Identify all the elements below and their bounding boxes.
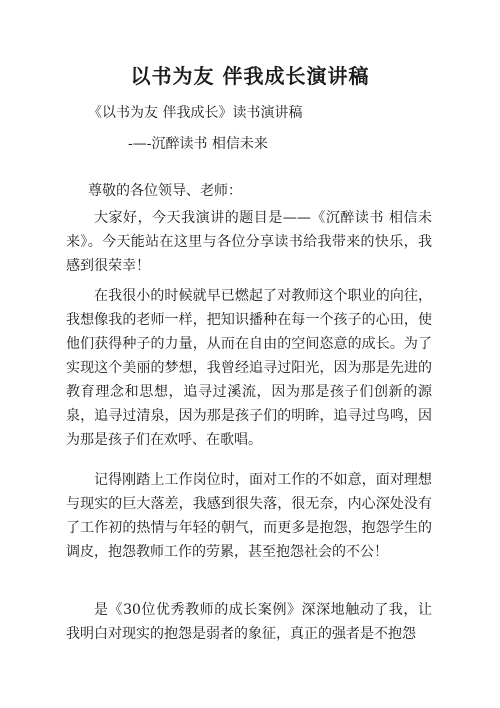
salutation: 尊敬的各位领导、老师： [88, 183, 242, 199]
document-tagline: -—-沉醉读书 相信未来 [128, 136, 268, 152]
document-subtitle: 《以书为友 伴我成长》读书演讲稿 [88, 105, 303, 121]
paragraph-4: 是《30位优秀教师的成长案例》深深地触动了我，让我明白对现实的抱怨是弱者的象征，真正的强者是不抱怨 [66, 602, 432, 642]
paragraph-3: 记得刚踏上工作岗位时，面对工作的不如意，面对理想与现实的巨大落差，我感到很失落，很无奈，内心深处没有了工作初的热情与年轻的朝气，而更多是抱怨，抱怨学生的调皮，抱怨教师工作的劳累，甚至抱怨社会的不公！ [66, 472, 432, 560]
document-title: 以书为友 伴我成长演讲稿 [130, 64, 370, 88]
paragraph-1: 大家好，今天我演讲的题目是——《沉醉读书 相信未来》。今天能站在这里与各位分享读书给我带来的快乐，我感到很荣幸！ [66, 210, 432, 274]
paragraph-2: 在我很小的时候就早已燃起了对教师这个职业的向往，我想像我的老师一样，把知识播种在每一个孩子的心田，使他们获得种子的力量，从而在自由的空间恣意的成长。为了实现这个美丽的梦想，我曾经追寻过阳光，因为那是先进的教育理念和思想，追寻过溪流，因为那是孩子们创新的源泉，追寻过清泉，因为那是孩子们的明眸，追寻过鸟鸣，因为那是孩子们在欢呼、在歌唱。 [66, 288, 432, 448]
